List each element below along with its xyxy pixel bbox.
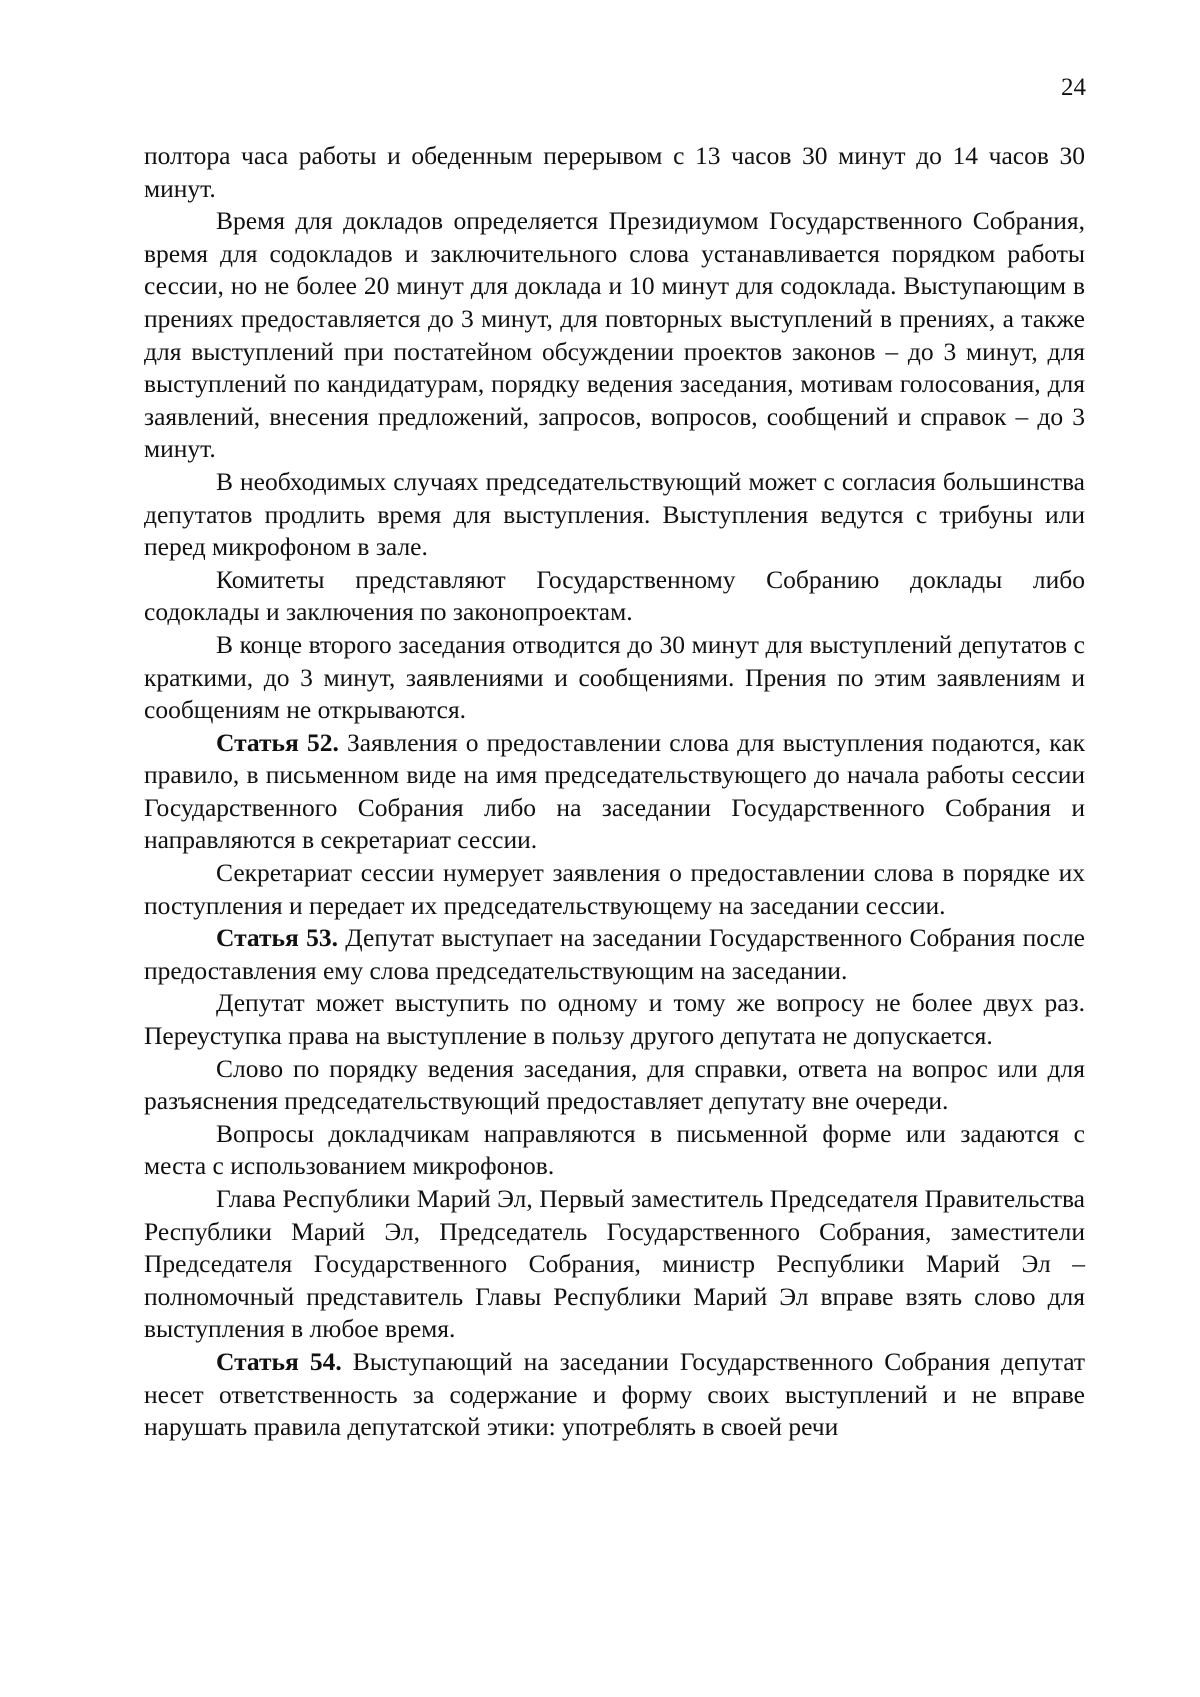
article-heading: Статья 52.: [216, 727, 339, 757]
paragraph-text: Заявления о предоставлении слова для выступления подаются, как правило, в письменном виде на имя председательствующего до начала работы сессии Государственного Собрания либо на заседании Государственного Собрания и направляются в секретариат сессии.: [144, 727, 1085, 855]
article-paragraph: [144, 727, 1085, 857]
paragraph: [144, 140, 1085, 205]
paragraph-text: Вопросы докладчикам направляются в письменной форме или задаются с места с использованием микрофонов.: [144, 1118, 1085, 1181]
page-number: 24: [1061, 74, 1086, 101]
article-paragraph: [144, 1346, 1085, 1444]
article-paragraph: [144, 922, 1085, 987]
paragraph: [144, 564, 1085, 629]
paragraph: [144, 205, 1085, 466]
document-body: [144, 140, 1085, 1444]
paragraph-text: Секретариат сессии нумерует заявления о предоставлении слова в порядке их поступления и передает их председательствующему на заседании сессии.: [144, 858, 1085, 920]
paragraph-text: Слово по порядку ведения заседания, для справки, ответа на вопрос или для разъяснения председательствующий предоставляет депутату вне очереди.: [144, 1053, 1085, 1116]
paragraph: [144, 466, 1085, 564]
paragraph-text: Время для докладов определяется Президиумом Государственного Собрания, время для содокладов и заключительного слова устанавливается порядком работы сессии, но не более 20 минут для доклада и 10 минут для содоклада. Выступающим в прениях предоставляется до 3 минут, для повторных выступлений в прениях, а также для выступлений при постатейном обсуждении проектов законов – до 3 минут, для выступлений по кандидатурам, порядку ведения заседания, мотивам голосования, для заявлений, внесения предложений, запросов, вопросов, сообщений и справок – до 3 минут.: [144, 206, 1085, 464]
paragraph: [144, 857, 1085, 922]
paragraph-text: Глава Республики Марий Эл, Первый заместитель Председателя Правительства Республики Марий Эл, Председатель Государственного Собрания, заместители Председателя Государственного Собрания, министр Республики Марий Эл – полномочный представитель Главы Республики Марий Эл вправе взять слово для выступления в любое время.: [144, 1184, 1085, 1344]
paragraph-text: Комитеты представляют Государственному Собранию доклады либо содоклады и заключения по законопроектам.: [144, 564, 1085, 627]
paragraph-text: В конце второго заседания отводится до 30 минут для выступлений депутатов с краткими, до 3 минут, заявлениями и сообщениями. Прения по этим заявлениям и сообщениям не открываются.: [144, 629, 1085, 725]
paragraph: [144, 629, 1085, 727]
paragraph-text: полтора часа работы и обеденным перерывом с 13 часов 30 минут до 14 часов 30 минут.: [144, 141, 1085, 203]
article-heading: Статья 53.: [216, 923, 338, 953]
paragraph: [144, 1118, 1085, 1183]
paragraph-text: Депутат может выступить по одному и тому же вопросу не более двух раз. Переуступка права на выступление в пользу другого депутата не допускается.: [144, 988, 1085, 1051]
paragraph: [144, 1053, 1085, 1118]
article-heading: Статья 54.: [216, 1346, 342, 1376]
paragraph-text: В необходимых случаях председательствующий может с согласия большинства депутатов продлить время для выступления. Выступления ведутся с трибуны или перед микрофоном в зале.: [144, 466, 1085, 562]
paragraph: [144, 987, 1085, 1052]
paragraph-text: Выступающий на заседании Государственного Собрания депутат несет ответственность за содержание и форму своих выступлений и не вправе нарушать правила депутатской этики: употреблять в своей речи: [144, 1346, 1085, 1442]
paragraph: [144, 1183, 1085, 1346]
paragraph-text: Депутат выступает на заседании Государственного Собрания после предоставления ему слова председательствующим на заседании.: [144, 923, 1085, 985]
